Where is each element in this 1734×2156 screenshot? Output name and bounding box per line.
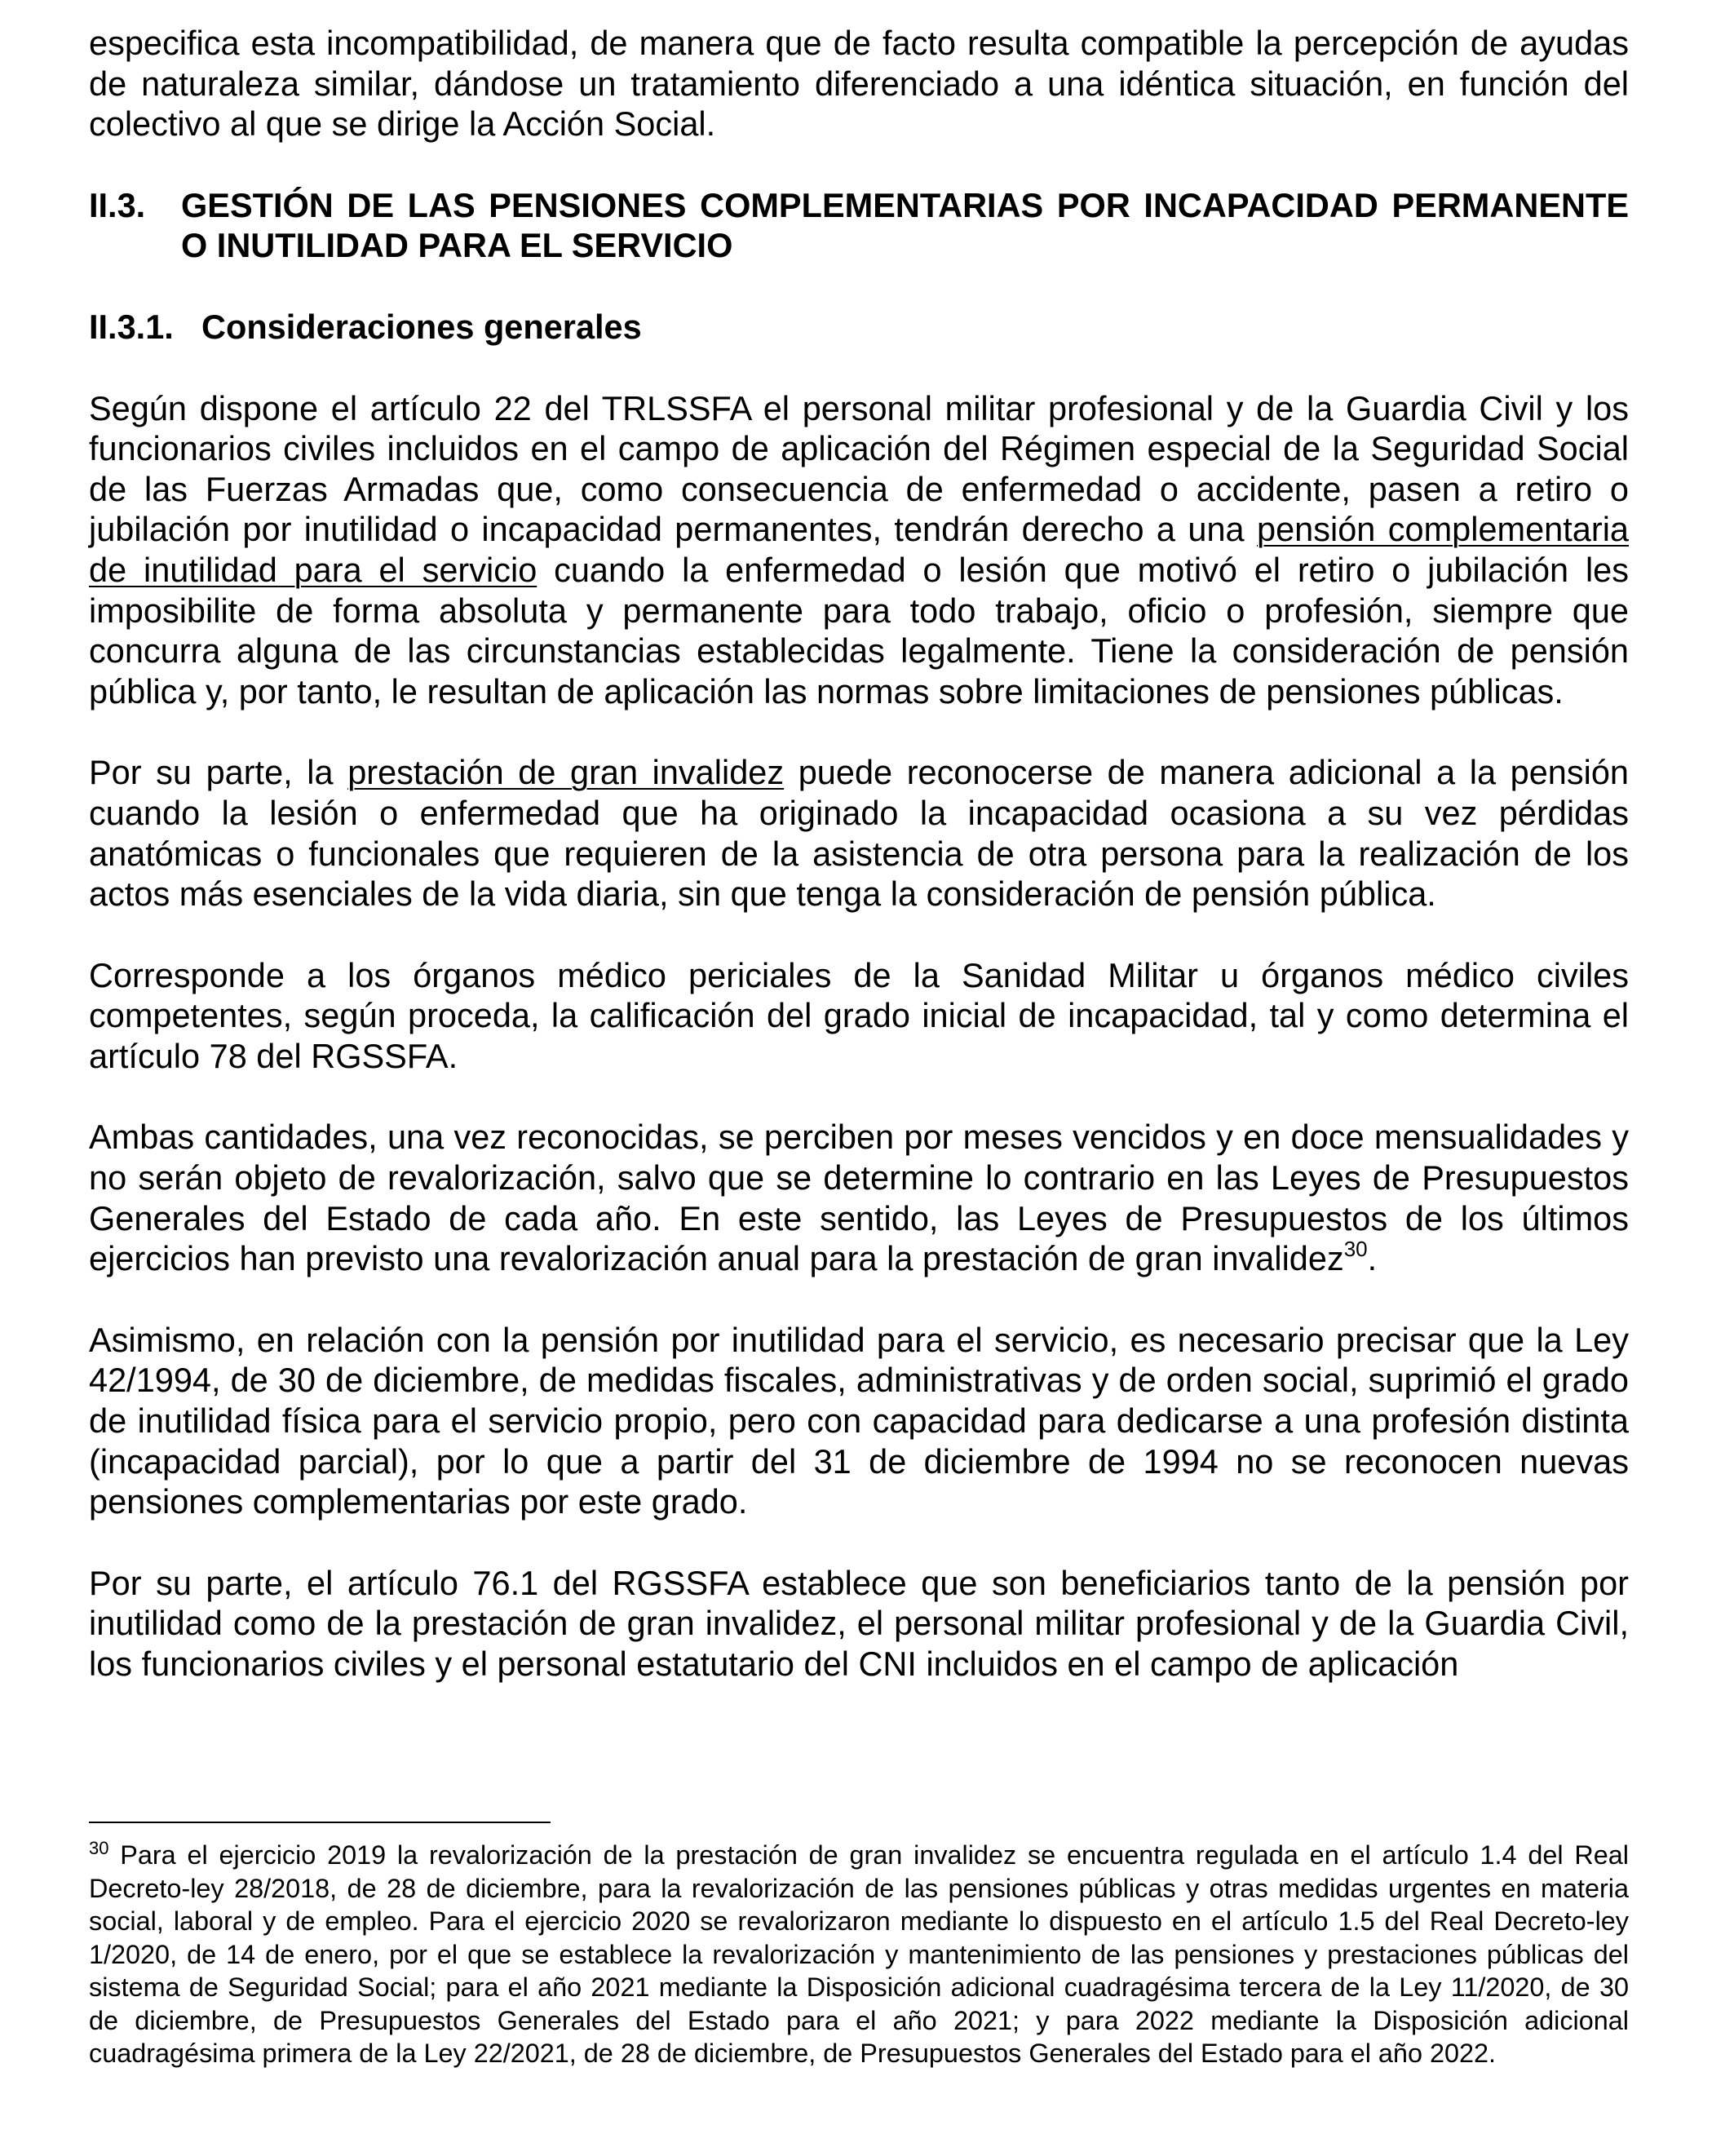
paragraph-articulo-76-1: Por su parte, el artículo 76.1 del RGSSFA establece que son beneficiarios tanto de la pensión por inutilidad como de la prestación de gran invalidez, el personal militar profesional y de la Guardia Civil, los funcionarios civiles y el personal estatutario del CNI incluidos en el campo de aplicación [89,1563,1629,1683]
footnote-reference[interactable]: 30 [1343,1237,1368,1262]
section-title: GESTIÓN DE LAS PENSIONES COMPLEMENTARIAS POR INCAPACIDAD PERMANENTE O INUTILIDAD PARA EL SERVICIO [181,185,1629,265]
footnote-divider [89,1822,551,1823]
footnote-number: 30 [89,1838,109,1858]
paragraph-pension-inutilidad [89,388,1629,712]
text-run: . [1367,1239,1378,1278]
text-run: Por su parte, la [89,753,348,792]
underlined-term-gran-invalidez: prestación de gran invalidez [347,753,785,792]
document-page [89,23,1629,1685]
section-number: II.3. [89,185,146,224]
text-run: cuando la enfermedad o lesión que motivó el retiro o jubilación les imposibilite de forma absoluta y permanente para todo trabajo, oficio o profesión, siempre que concurra alguna de las circunstancias establecidas legalmente. Tiene la consideración de pensión pública y, por tanto, le resultan de aplicación las normas sobre limitaciones de pensiones públicas. [89,550,1630,711]
subsection-heading [89,307,1629,348]
section-heading [89,185,1629,266]
footnote-30 [89,1839,1629,2070]
text-run: Según dispone el artículo 22 del TRLSSFA el personal militar profesional y de la Guardia Civil y los funcionarios civiles incluidos en el campo de aplicación del Régimen especial de la Seguridad Social de las Fuerzas Armadas que, como consecuencia de enfermedad o accidente, pasen a retiro o jubilación por inutilidad o incapacidad permanentes, tendrán derecho a una [89,388,1629,549]
underlined-term-pension: pensión complementaria de inutilidad para el servicio [89,510,1629,589]
subsection-title: Consideraciones generales [201,307,642,346]
paragraph-ley-42-1994: Asimismo, en relación con la pensión por inutilidad para el servicio, es necesario precisar que la Ley 42/1994, de 30 de diciembre, de medidas fiscales, administrativas y de orden social, suprimió el grado de inutilidad física para el servicio propio, pero con capacidad para dedicarse a una profesión distinta (incapacidad parcial), por lo que a partir del 31 de diciembre de 1994 no se reconocen nuevas pensiones complementarias por este grado. [89,1320,1629,1521]
footnote-text: Para el ejercicio 2019 la revalorización de la prestación de gran invalidez se encuentra regulada en el artículo 1.4 del Real Decreto-ley 28/2018, de 28 de diciembre, para la revalorización de las pensiones públicas y otras medidas urgentes en materia social, laboral y de empleo. Para el ejercicio 2020 se revalorizaron mediante lo dispuesto en el artículo 1.5 del Real Decreto-ley 1/2020, de 14 de enero, por el que se establece la revalorización y mantenimiento de las pensiones y prestaciones públicas del sistema de Seguridad Social; para el año 2021 mediante la Disposición adicional cuadragésima tercera de la Ley 11/2020, de 30 de diciembre, de Presupuestos Generales del Estado para el año 2021; y para 2022 mediante la Disposición adicional cuadragésima primera de la Ley 22/2021, de 28 de diciembre, de Presupuestos Generales del Estado para el año 2022. [89,1840,1629,2068]
paragraph-organos-medicos: Corresponde a los órganos médico periciales de la Sanidad Militar u órganos médico civiles competentes, según proceda, la calificación del grado inicial de incapacidad, tal y como determina el artículo 78 del RGSSFA. [89,955,1629,1075]
paragraph-cantidades [89,1117,1629,1278]
paragraph-intro: especifica esta incompatibilidad, de manera que de facto resulta compatible la percepción de ayudas de naturaleza similar, dándose un tratamiento diferenciado a una idéntica situación, en función del colectivo al que se dirige la Acción Social. [89,24,1629,144]
subsection-number: II.3.1. [89,307,174,346]
text-run: puede reconocerse de manera adicional a la pensión cuando la lesión o enfermedad que ha originado la incapacidad ocasiona a su vez pérdidas anatómicas o funcionales que requieren de la asistencia de otra persona para la realización de los actos más esenciales de la vida diaria, sin que tenga la consideración de pensión pública. [89,753,1630,914]
text-run: Ambas cantidades, una vez reconocidas, se perciben por meses vencidos y en doce mensualidades y no serán objeto de revalorización, salvo que se determine lo contrario en las Leyes de Presupuestos Generales del Estado de cada año. En este sentido, las Leyes de Presupuestos de los últimos ejercicios han previsto una revalorización anual para la prestación de gran invalidez [89,1118,1629,1278]
paragraph-gran-invalidez [89,752,1629,914]
